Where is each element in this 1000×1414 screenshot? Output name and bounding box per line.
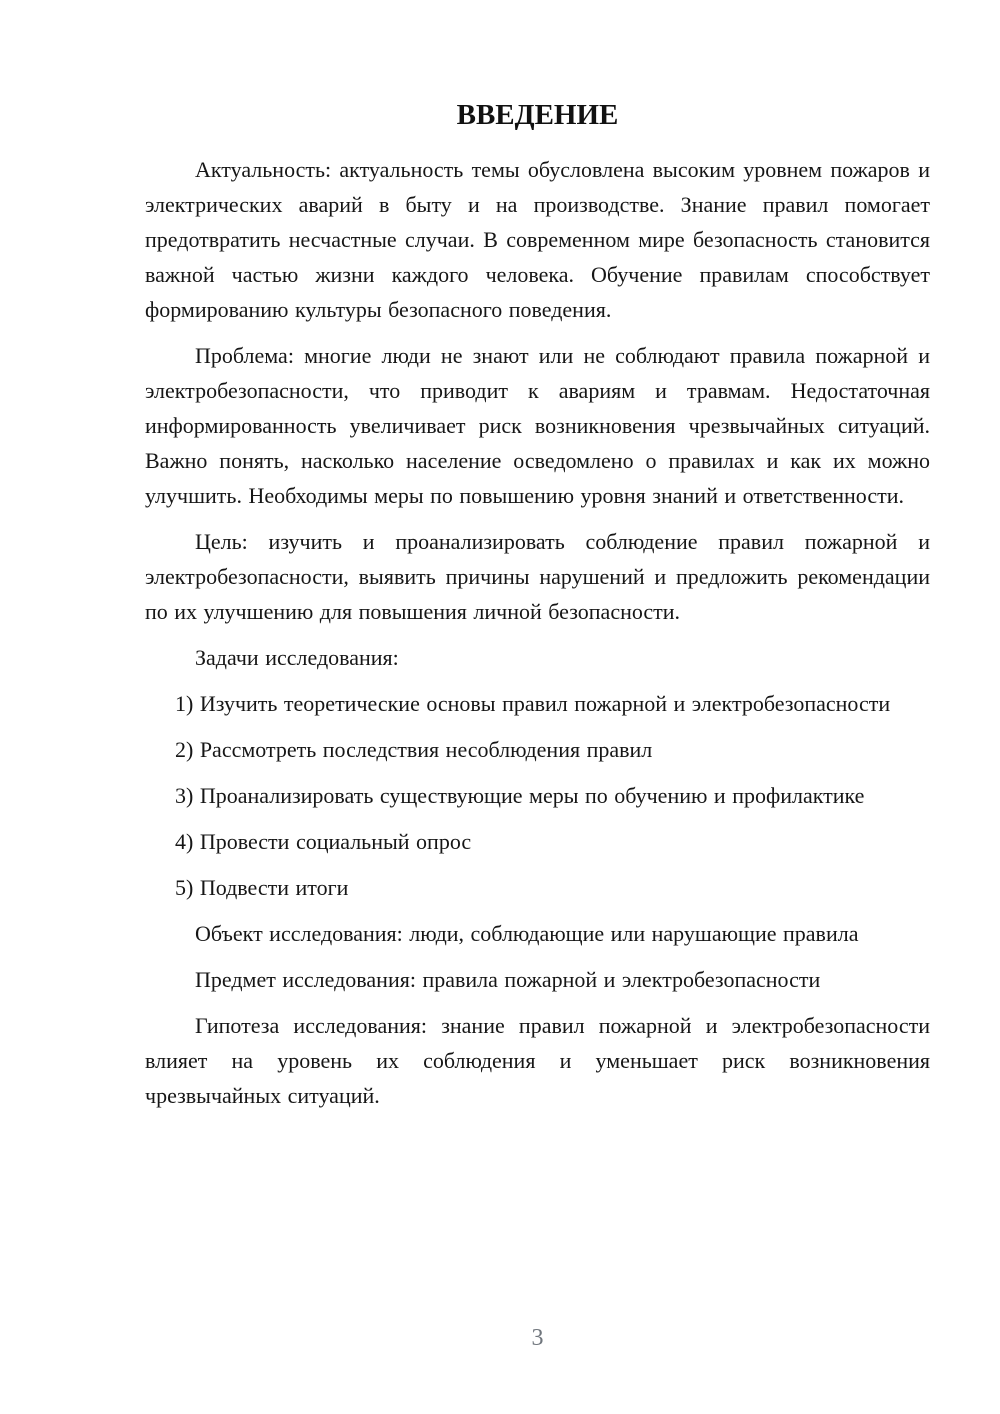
paragraph-aktualnost: Актуальность: актуальность темы обусловлена высоким уровнем пожаров и электрических аварий в быту и на производстве. Знание правил помогает предотвратить несчастные случаи. В современном мире безопасность становится важной частью жизни каждого человека. Обучение правилам способствует формированию культуры безопасного поведения. — [145, 157, 930, 322]
task-item-1: 1) Изучить теоретические основы правил пожарной и электробезопасности — [175, 691, 891, 716]
page-number: 3 — [531, 1325, 544, 1351]
task-item-3: 3) Проанализировать существующие меры по обучению и профилактике — [175, 783, 865, 808]
paragraph-zadachi-header: Задачи исследования: — [195, 645, 399, 670]
paragraph-obekt: Объект исследования: люди, соблюдающие или нарушающие правила — [195, 921, 859, 946]
paragraph-tsel: Цель: изучить и проанализировать соблюдение правил пожарной и электробезопасности, выявить причины нарушений и предложить рекомендации по их улучшению для повышения личной безопасности. — [145, 529, 930, 624]
paragraph-gipoteza: Гипотеза исследования: знание правил пожарной и электробезопасности влияет на уровень их соблюдения и уменьшает риск возникновения чрезвычайных ситуаций. — [145, 1013, 930, 1108]
page-title: ВВЕДЕНИЕ — [456, 99, 619, 131]
task-item-5: 5) Подвести итоги — [175, 875, 349, 900]
paragraph-problema: Проблема: многие люди не знают или не соблюдают правила пожарной и электробезопасности, что приводит к авариям и травмам. Недостаточная информированность увеличивает риск возникновения чрезвычайных ситуаций. Важно понять, насколько население осведомлено о правилах и как их можно улучшить. Необходимы меры по повышению уровня знаний и ответственности. — [145, 343, 930, 508]
task-item-2: 2) Рассмотреть последствия несоблюдения правил — [175, 737, 653, 762]
paragraph-predmet: Предмет исследования: правила пожарной и электробезопасности — [195, 967, 821, 992]
task-item-4: 4) Провести социальный опрос — [175, 829, 472, 854]
